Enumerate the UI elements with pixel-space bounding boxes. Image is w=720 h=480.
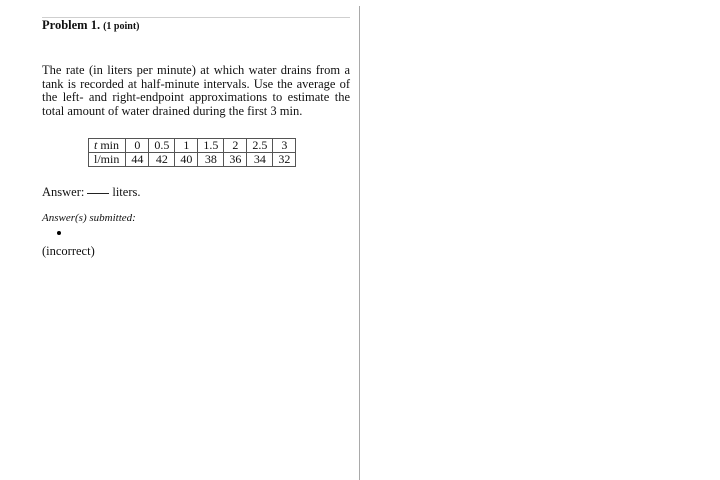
column-divider xyxy=(359,6,360,480)
table-cell: 40 xyxy=(175,153,198,167)
table-cell: 36 xyxy=(224,153,247,167)
table-cell: 44 xyxy=(126,153,149,167)
table-cell: 0 xyxy=(126,139,149,153)
answer-blank xyxy=(87,193,109,194)
problem-points: (1 point) xyxy=(103,21,140,32)
table-cell: 38 xyxy=(198,153,224,167)
answer-line xyxy=(42,185,140,200)
table-cell: 0.5 xyxy=(149,139,175,153)
table-cell: 32 xyxy=(273,153,296,167)
answer-suffix: liters. xyxy=(112,185,141,199)
problem-title: Problem 1. xyxy=(42,18,101,32)
table-row xyxy=(89,153,296,167)
table-cell: 34 xyxy=(247,153,273,167)
submission-status: (incorrect) xyxy=(42,244,95,258)
submitted-label: Answer(s) submitted: xyxy=(42,212,136,224)
rate-table xyxy=(88,138,296,167)
problem-statement: The rate (in liters per minute) at which water drains from a tank is recorded at half-minute intervals. Use the average of the left- and right-endpoint approximations to estimate the total amount of water drained during the first 3 min. xyxy=(42,63,350,118)
answer-prefix: Answer: xyxy=(42,185,85,199)
table-cell: 3 xyxy=(273,139,296,153)
submitted-bullet xyxy=(57,231,61,235)
table-cell: 1.5 xyxy=(198,139,224,153)
problem-heading xyxy=(42,18,140,33)
table-cell: 2 xyxy=(224,139,247,153)
row-header-time: t min xyxy=(89,139,126,153)
table-row xyxy=(89,139,296,153)
table-cell: 42 xyxy=(149,153,175,167)
table-cell: 1 xyxy=(175,139,198,153)
row-header-rate: l/min xyxy=(89,153,126,167)
table-cell: 2.5 xyxy=(247,139,273,153)
